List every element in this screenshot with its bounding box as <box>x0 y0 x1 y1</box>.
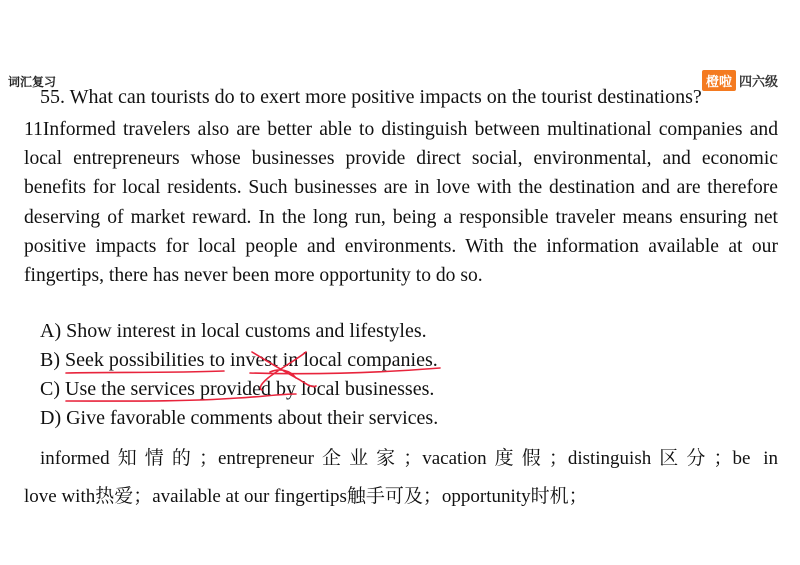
option-c: C) Use the services provided by local businesses. <box>40 378 435 400</box>
brand-logo <box>702 70 778 91</box>
vocab-line-2: love with热爱；available at our fingertips触手可及；opportunity时机； <box>24 486 588 507</box>
question-text: 55. What can tourists do to exert more positive impacts on the tourist destinations? <box>40 86 702 108</box>
passage-text: 11Informed travelers also are better able to distinguish between multinational companies and local entrepreneurs whose businesses provide direct social, environmental, and economic benefits for local residents. Such businesses are in love with the destination and are therefore deserving of market reward. In the long run, being a responsible traveler means ensuring net positive impacts for local people and environments. With the information available at our fingertips, there has never been more opportunity to do so. <box>24 119 778 287</box>
brand-logo-box: 橙啦 <box>702 70 736 91</box>
option-d: D) Give favorable comments about their services. <box>40 407 439 429</box>
brand-logo-text: 四六级 <box>738 75 778 90</box>
option-a: A) Show interest in local customs and lifestyles. <box>40 320 427 342</box>
option-b: B) Seek possibilities to invest in local companies. <box>40 349 438 371</box>
vocab-line-1: informed知情的；entrepreneur企业家；vacation度假；distinguish区分；be in <box>40 448 778 469</box>
section-label: 词汇复习 <box>8 75 57 89</box>
